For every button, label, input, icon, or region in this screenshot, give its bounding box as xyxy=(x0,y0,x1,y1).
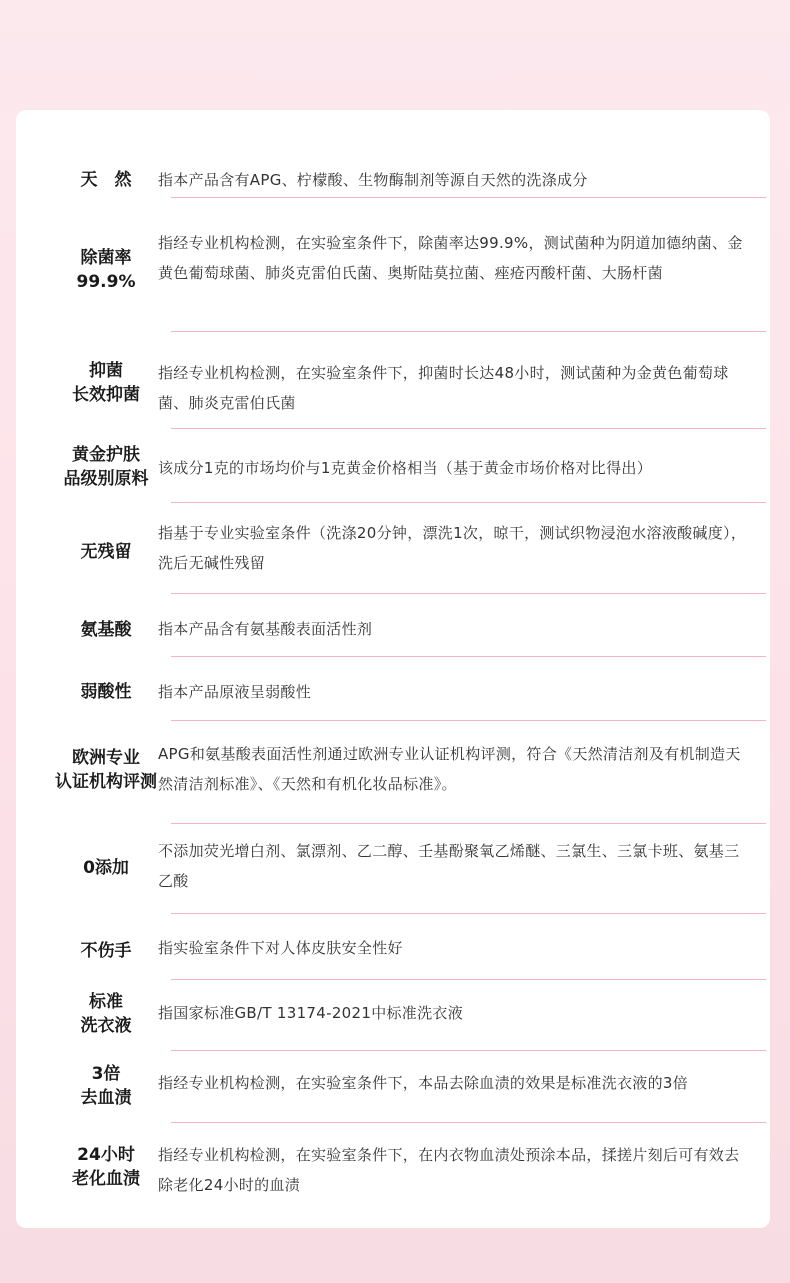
row-description: APG和氨基酸表面活性剂通过欧洲专业认证机构评测，符合《天然清洁剂及有机制造天然清洁剂标准》、《天然和有机化妆品标准》。 xyxy=(158,745,741,793)
row-label: 氨基酸 xyxy=(80,620,132,640)
row-divider xyxy=(171,823,766,824)
row-description: 指经专业机构检测，在实验室条件下，除菌率达99.9%，测试菌种为阴道加德纳菌、金黄色葡萄球菌、肺炎克雷伯氏菌、奥斯陆莫拉菌、痤疮丙酸杆菌、大肠杆菌 xyxy=(158,234,743,282)
row-label: 弱酸性 xyxy=(80,682,132,702)
row-divider xyxy=(171,720,766,721)
row-description: 指经专业机构检测，在实验室条件下，在内衣物血渍处预涂本品，揉搓片刻后可有效去除老化24小时的血渍 xyxy=(158,1146,740,1194)
row-divider xyxy=(171,428,766,429)
row-description: 指本产品含有氨基酸表面活性剂 xyxy=(158,620,373,638)
row-divider xyxy=(171,1122,766,1123)
row-divider xyxy=(171,979,766,980)
row-label: 抑菌 长效抑菌 xyxy=(72,361,140,405)
row-divider xyxy=(171,197,766,198)
row-description: 指本产品原液呈弱酸性 xyxy=(158,683,312,701)
row-description: 指国家标准GB/T 13174-2021中标准洗衣液 xyxy=(158,1004,464,1022)
row-label: 3倍 去血渍 xyxy=(80,1064,132,1108)
row-divider xyxy=(171,656,766,657)
row-description: 指经专业机构检测，在实验室条件下，抑菌时长达48小时，测试菌种为金黄色葡萄球菌、肺炎克雷伯氏菌 xyxy=(158,364,729,412)
row-label: 无残留 xyxy=(80,542,132,562)
row-label: 不伤手 xyxy=(80,941,132,961)
row-description: 该成分1克的市场均价与1克黄金价格相当（基于黄金市场价格对比得出） xyxy=(158,459,652,477)
row-divider xyxy=(171,913,766,914)
row-label: 标准 洗衣液 xyxy=(80,992,132,1036)
info-card xyxy=(16,110,770,1228)
row-label: 黄金护肤 品级别原料 xyxy=(63,445,149,489)
row-description: 指基于专业实验室条件（洗涤20分钟，漂洗1次，晾干，测试织物浸泡水溶液酸碱度），洗后无碱性残留 xyxy=(158,524,747,572)
row-divider xyxy=(171,593,766,594)
row-divider xyxy=(171,502,766,503)
row-divider xyxy=(171,1050,766,1051)
row-label: 24小时 老化血渍 xyxy=(72,1145,140,1189)
row-description: 不添加荧光增白剂、氯漂剂、乙二醇、壬基酚聚氧乙烯醚、三氯生、三氯卡班、氨基三乙酸 xyxy=(158,842,740,890)
row-label: 欧洲专业 认证机构评测 xyxy=(55,748,157,792)
row-description: 指本产品含有APG、柠檬酸、生物酶制剂等源自天然的洗涤成分 xyxy=(158,171,588,189)
row-divider xyxy=(171,331,766,332)
row-label: 0添加 xyxy=(83,858,129,878)
row-label: 除菌率 99.9% xyxy=(76,248,136,292)
row-description: 指经专业机构检测，在实验室条件下，本品去除血渍的效果是标准洗衣液的3倍 xyxy=(158,1074,689,1092)
row-label: 天 然 xyxy=(80,170,132,190)
row-description: 指实验室条件下对人体皮肤安全性好 xyxy=(158,939,403,957)
